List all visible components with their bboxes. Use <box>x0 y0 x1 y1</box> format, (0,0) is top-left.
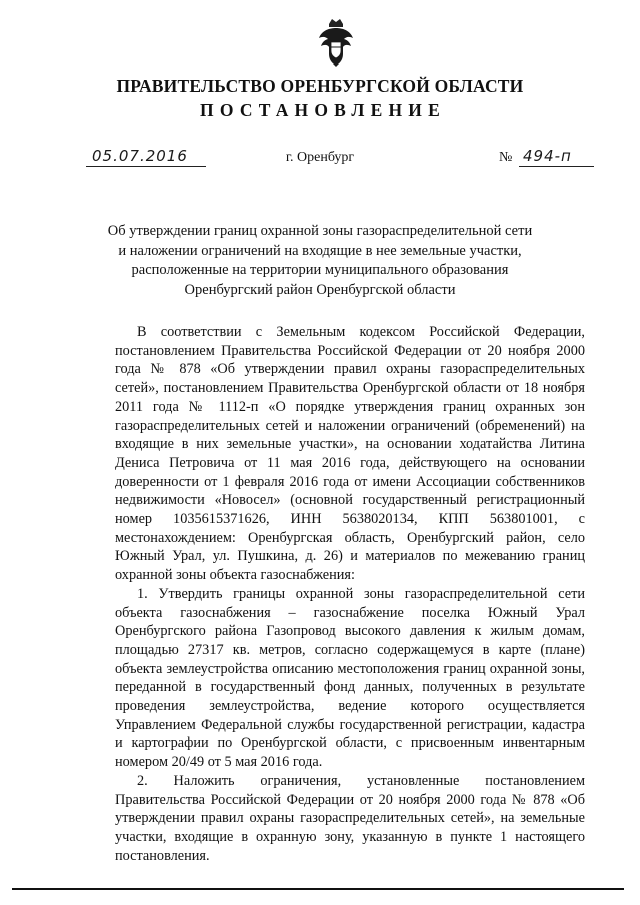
coat-of-arms-icon <box>318 18 354 68</box>
document-date: 05.07.2016 <box>92 147 188 165</box>
document-body <box>115 323 585 865</box>
number-underline <box>519 166 594 167</box>
document-number-field <box>499 147 594 169</box>
date-underline <box>86 166 206 167</box>
number-label: № <box>499 150 513 165</box>
document-subject <box>0 222 640 300</box>
preamble-paragraph: В соответствии с Земельным кодексом Российской Федерации, постановлением Правительства Российской Федерации от 20 ноября 2000 года № 878 «Об утверждении правил охраны газораспределительных сетей», постановлением Правительства Оренбургской области от 18 ноября 2011 года № 1112-п «О порядке утверждения границ охранных зон газораспределительных сетей и наложении ограничений (обременений) на входящие в них земельные участки», на основании ходатайства Литина Дениса Петровича от 11 мая 2016 года, действующего на основании доверенности от 1 февраля 2016 года от имени Ассоциации собственников недвижимости «Новосел» (основной государственный регистрационный номер 1035615371626, ИНН 5638020134, КПП 563801001, с местонахождением: Оренбургская область, Оренбургский район, село Южный Урал, ул. Пушкина, д. 26) и материалов по межеванию границ охранной зоны объекта газоснабжения: <box>115 324 585 584</box>
government-title: ПРАВИТЕЛЬСТВО ОРЕНБУРГСКОЙ ОБЛАСТИ <box>116 76 524 96</box>
subject-line: Оренбургский район Оренбургской области <box>184 281 456 298</box>
subject-line: Об утверждении границ охранной зоны газораспределительной сети <box>107 223 533 239</box>
resolution-item-2: 2. Наложить ограничения, установленные постановлением Правительства Российской Федерации от 20 ноября 2000 года № 878 «Об утверждении правил охраны газораспределительных сетей», на земельные участки, входящие в охранную зону, указанную в пункте 1 настоящего постановления. <box>115 772 585 864</box>
document-number: 494-п <box>523 147 572 165</box>
document-type-heading: ПОСТАНОВЛЕНИЕ <box>200 100 446 120</box>
page-bottom-rule <box>12 888 624 890</box>
resolution-item-1: 1. Утвердить границы охранной зоны газораспределительной сети объекта газоснабжения – газоснабжение поселка Южный Урал Оренбургского района Газопровод высокого давления к жилым домам, площадью 27317 кв. метров, согласно содержащемуся в карте (плане) объекта землеустройства описанию местоположения границ охранной зоны, переданной в государственный фонд данных, полученных в результате проведения землеустройства, ведение которого осуществляется Управлением Федеральной службы государственной регистрации, кадастра и картографии по Оренбургской области, с присвоенным инвентарным номером 20/49 от 5 мая 2016 года. <box>115 585 585 771</box>
subject-line: и наложении ограничений на входящие в нее земельные участки, <box>118 242 522 259</box>
document-city: г. Оренбург <box>285 150 355 165</box>
subject-line: расположенные на территории муниципального образования <box>131 262 509 278</box>
